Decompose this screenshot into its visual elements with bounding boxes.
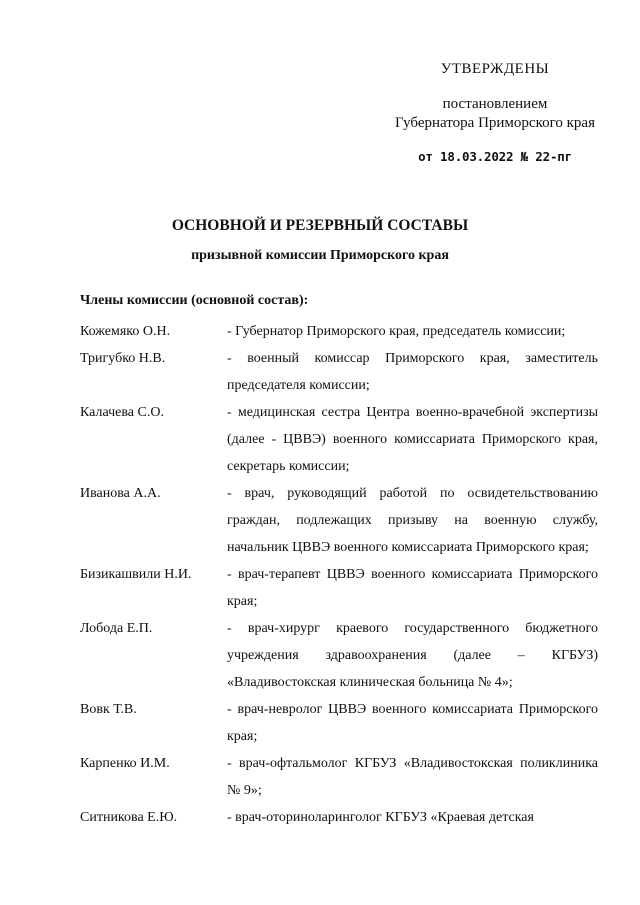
member-row [80,615,598,696]
member-role: - врач-офтальмолог КГБУЗ «Владивостокская поликлиника № 9»; [227,756,598,798]
approval-block [380,60,610,166]
member-name: Калачева С.О. [80,405,164,420]
member-name: Иванова А.А. [80,486,161,501]
member-name: Кожемяко О.Н. [80,324,171,339]
document-subtitle: призывной комиссии Приморского края [191,248,449,263]
approval-line-2: Губернатора Приморского края [395,115,595,131]
member-role: - медицинская сестра Центра военно-врачебной экспертизы (далее - ЦВВЭ) военного комиссариата Приморского края, секретарь комиссии; [227,405,598,474]
member-name: Лобода Е.П. [80,621,153,636]
document-title: ОСНОВНОЙ И РЕЗЕРВНЫЙ СОСТАВЫ [171,217,469,234]
decree-number: от 18.03.2022 № 22-пг [418,149,572,164]
approval-line-1: постановлением [442,96,548,112]
section-heading: Члены комиссии (основной состав): [80,293,309,308]
member-name: Карпенко И.М. [80,756,170,771]
member-role: - врач, руководящий работой по освидетельствованию граждан, подлежащих призыву на военную службу, начальник ЦВВЭ военного комиссариата Приморского края; [227,486,598,555]
member-row [80,696,598,750]
member-role: - врач-терапевт ЦВВЭ военного комиссариата Приморского края; [227,567,598,609]
member-name: Тригубко Н.В. [80,351,166,366]
member-row [80,318,598,345]
approved-label: УТВЕРЖДЕНЫ [440,61,550,77]
member-row [80,561,598,615]
member-row [80,804,598,831]
member-name: Ситникова Е.Ю. [80,810,178,825]
member-row [80,480,598,561]
members-list [80,318,598,831]
member-role: - врач-оториноларинголог КГБУЗ «Краевая детская [227,810,534,825]
member-name: Бизикашвили Н.И. [80,567,192,582]
member-row [80,750,598,804]
member-role: - Губернатор Приморского края, председатель комиссии; [227,324,566,339]
member-role: - врач-невролог ЦВВЭ военного комиссариата Приморского края; [227,702,598,744]
member-row [80,399,598,480]
member-name: Вовк Т.В. [80,702,137,717]
member-row [80,345,598,399]
member-role: - военный комиссар Приморского края, заместитель председателя комиссии; [227,351,598,393]
member-role: - врач-хирург краевого государственного бюджетного учреждения здравоохранения (далее – КГБУЗ) «Владивостокская клиническая больница № 4»; [227,621,598,690]
